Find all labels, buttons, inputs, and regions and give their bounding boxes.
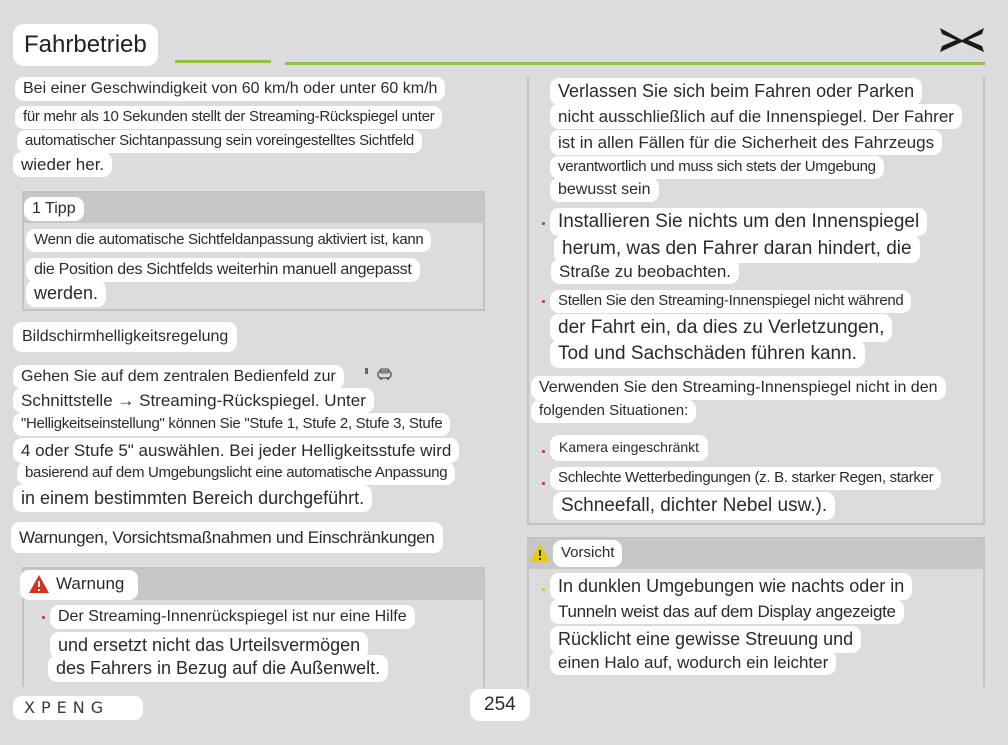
warning-triangle-icon — [28, 574, 50, 594]
bullet2-line-1: Stellen Sie den Streaming-Innenspiegel nicht während — [550, 290, 911, 313]
bullet1-marker — [542, 222, 545, 225]
warning-bullet — [42, 616, 45, 619]
para1-line-3: ist in allen Fällen für die Sicherheit des Fahrzeugs — [550, 130, 942, 155]
brightness-line-6: in einem bestimmten Bereich durchgeführt. — [13, 485, 372, 512]
bullet4-line-2: Schneefall, dichter Nebel usw.). — [553, 492, 835, 520]
brightness-line-2: Schnittstelle → Streaming-Rückspiegel. Unter — [13, 388, 374, 413]
warning-heading: Warnung — [56, 574, 125, 593]
bullet2-line-2: der Fahrt ein, da dies zu Verletzungen, — [550, 314, 892, 342]
tip-heading: 1 Tipp — [24, 197, 84, 221]
page-number: 254 — [470, 689, 530, 721]
caution-triangle-icon — [529, 543, 551, 563]
warning-line-3: des Fahrers in Bezug auf die Außenwelt. — [48, 655, 388, 682]
brightness-line-5: basierend auf dem Umgebungslicht eine automatische Anpassung — [17, 462, 455, 485]
bullet1-line-2: herum, was den Fahrer daran hindert, die — [554, 235, 920, 263]
bullet2-marker — [542, 300, 545, 303]
intro-line-2: für mehr als 10 Sekunden stellt der Streaming-Rückspiegel unter — [15, 106, 442, 129]
bullet2-line-3: Tod und Sachschäden führen kann. — [550, 340, 865, 368]
tip-line-1: Wenn die automatische Sichtfeldanpassung aktiviert ist, kann — [26, 229, 431, 252]
situations-line-2: folgenden Situationen: — [531, 400, 696, 423]
warning-line-2: und ersetzt nicht das Urteilsvermögen — [50, 632, 368, 659]
bullet1-line-3: Straße zu beobachten. — [551, 259, 739, 284]
bullet3-text: Kamera eingeschränkt — [550, 435, 708, 461]
warning-line-1: Der Streaming-Innenrückspiegel ist nur eine Hilfe — [50, 605, 415, 629]
bullet4-marker — [542, 482, 545, 485]
caution-line-2: Tunneln weist das auf dem Display angezeigte — [550, 599, 904, 624]
tip-line-3: werden. — [26, 280, 106, 307]
brightness-line-3: "Helligkeitseinstellung" können Sie "Stufe 1, Stufe 2, Stufe 3, Stufe — [13, 413, 450, 436]
header-rule-right — [285, 62, 985, 65]
footer-brand: XPENG — [24, 698, 110, 717]
caution-line-3: Rücklicht eine gewisse Streuung und — [550, 626, 861, 653]
bullet4-line-1: Schlechte Wetterbedingungen (z. B. starker Regen, starker — [550, 467, 941, 490]
intro-line-3: automatischer Sichtanpassung sein voreingestelltes Sichtfeld — [17, 130, 422, 153]
bullet1-line-1: Installieren Sie nichts um den Innenspiegel — [550, 208, 927, 236]
para1-line-4: verantwortlich und muss sich stets der Umgebung — [550, 156, 884, 179]
para1-line-2: nicht ausschließlich auf die Innenspiegel. Der Fahrer — [550, 104, 962, 129]
tip-line-2: die Position des Sichtfelds weiterhin manuell angepasst — [26, 258, 420, 282]
situations-line-1: Verwenden Sie den Streaming-Innenspiegel nicht in den — [531, 376, 946, 400]
caution-line-4: einen Halo auf, wodurch ein leichter — [550, 650, 836, 675]
brightness-line-4: 4 oder Stufe 5" auswählen. Bei jeder Helligkeitsstufe wird — [13, 438, 459, 463]
page-title: Fahrbetrieb — [13, 24, 158, 66]
settings-car-icon — [364, 366, 394, 382]
xpeng-x-logo-icon — [938, 25, 986, 53]
para1-line-5: bewusst sein — [550, 178, 659, 202]
para1-line-1: Verlassen Sie sich beim Fahren oder Parken — [550, 78, 922, 105]
tip-box-header — [24, 193, 483, 223]
caution-line-1: In dunklen Umgebungen wie nachts oder in — [550, 573, 912, 600]
caution-bullet — [542, 588, 545, 591]
caution-heading: Vorsicht — [553, 540, 622, 567]
brightness-line-1: Gehen Sie auf dem zentralen Bedienfeld zur — [13, 365, 344, 389]
warnings-heading: Warnungen, Vorsichtsmaßnahmen und Einschränkungen — [11, 522, 443, 553]
intro-line-4: wieder her. — [13, 152, 112, 177]
brightness-heading: Bildschirmhelligkeitsregelung — [13, 322, 237, 352]
header-rule-left — [175, 60, 271, 63]
bullet3-marker — [542, 450, 545, 453]
intro-line-1: Bei einer Geschwindigkeit von 60 km/h oder unter 60 km/h — [15, 77, 445, 101]
